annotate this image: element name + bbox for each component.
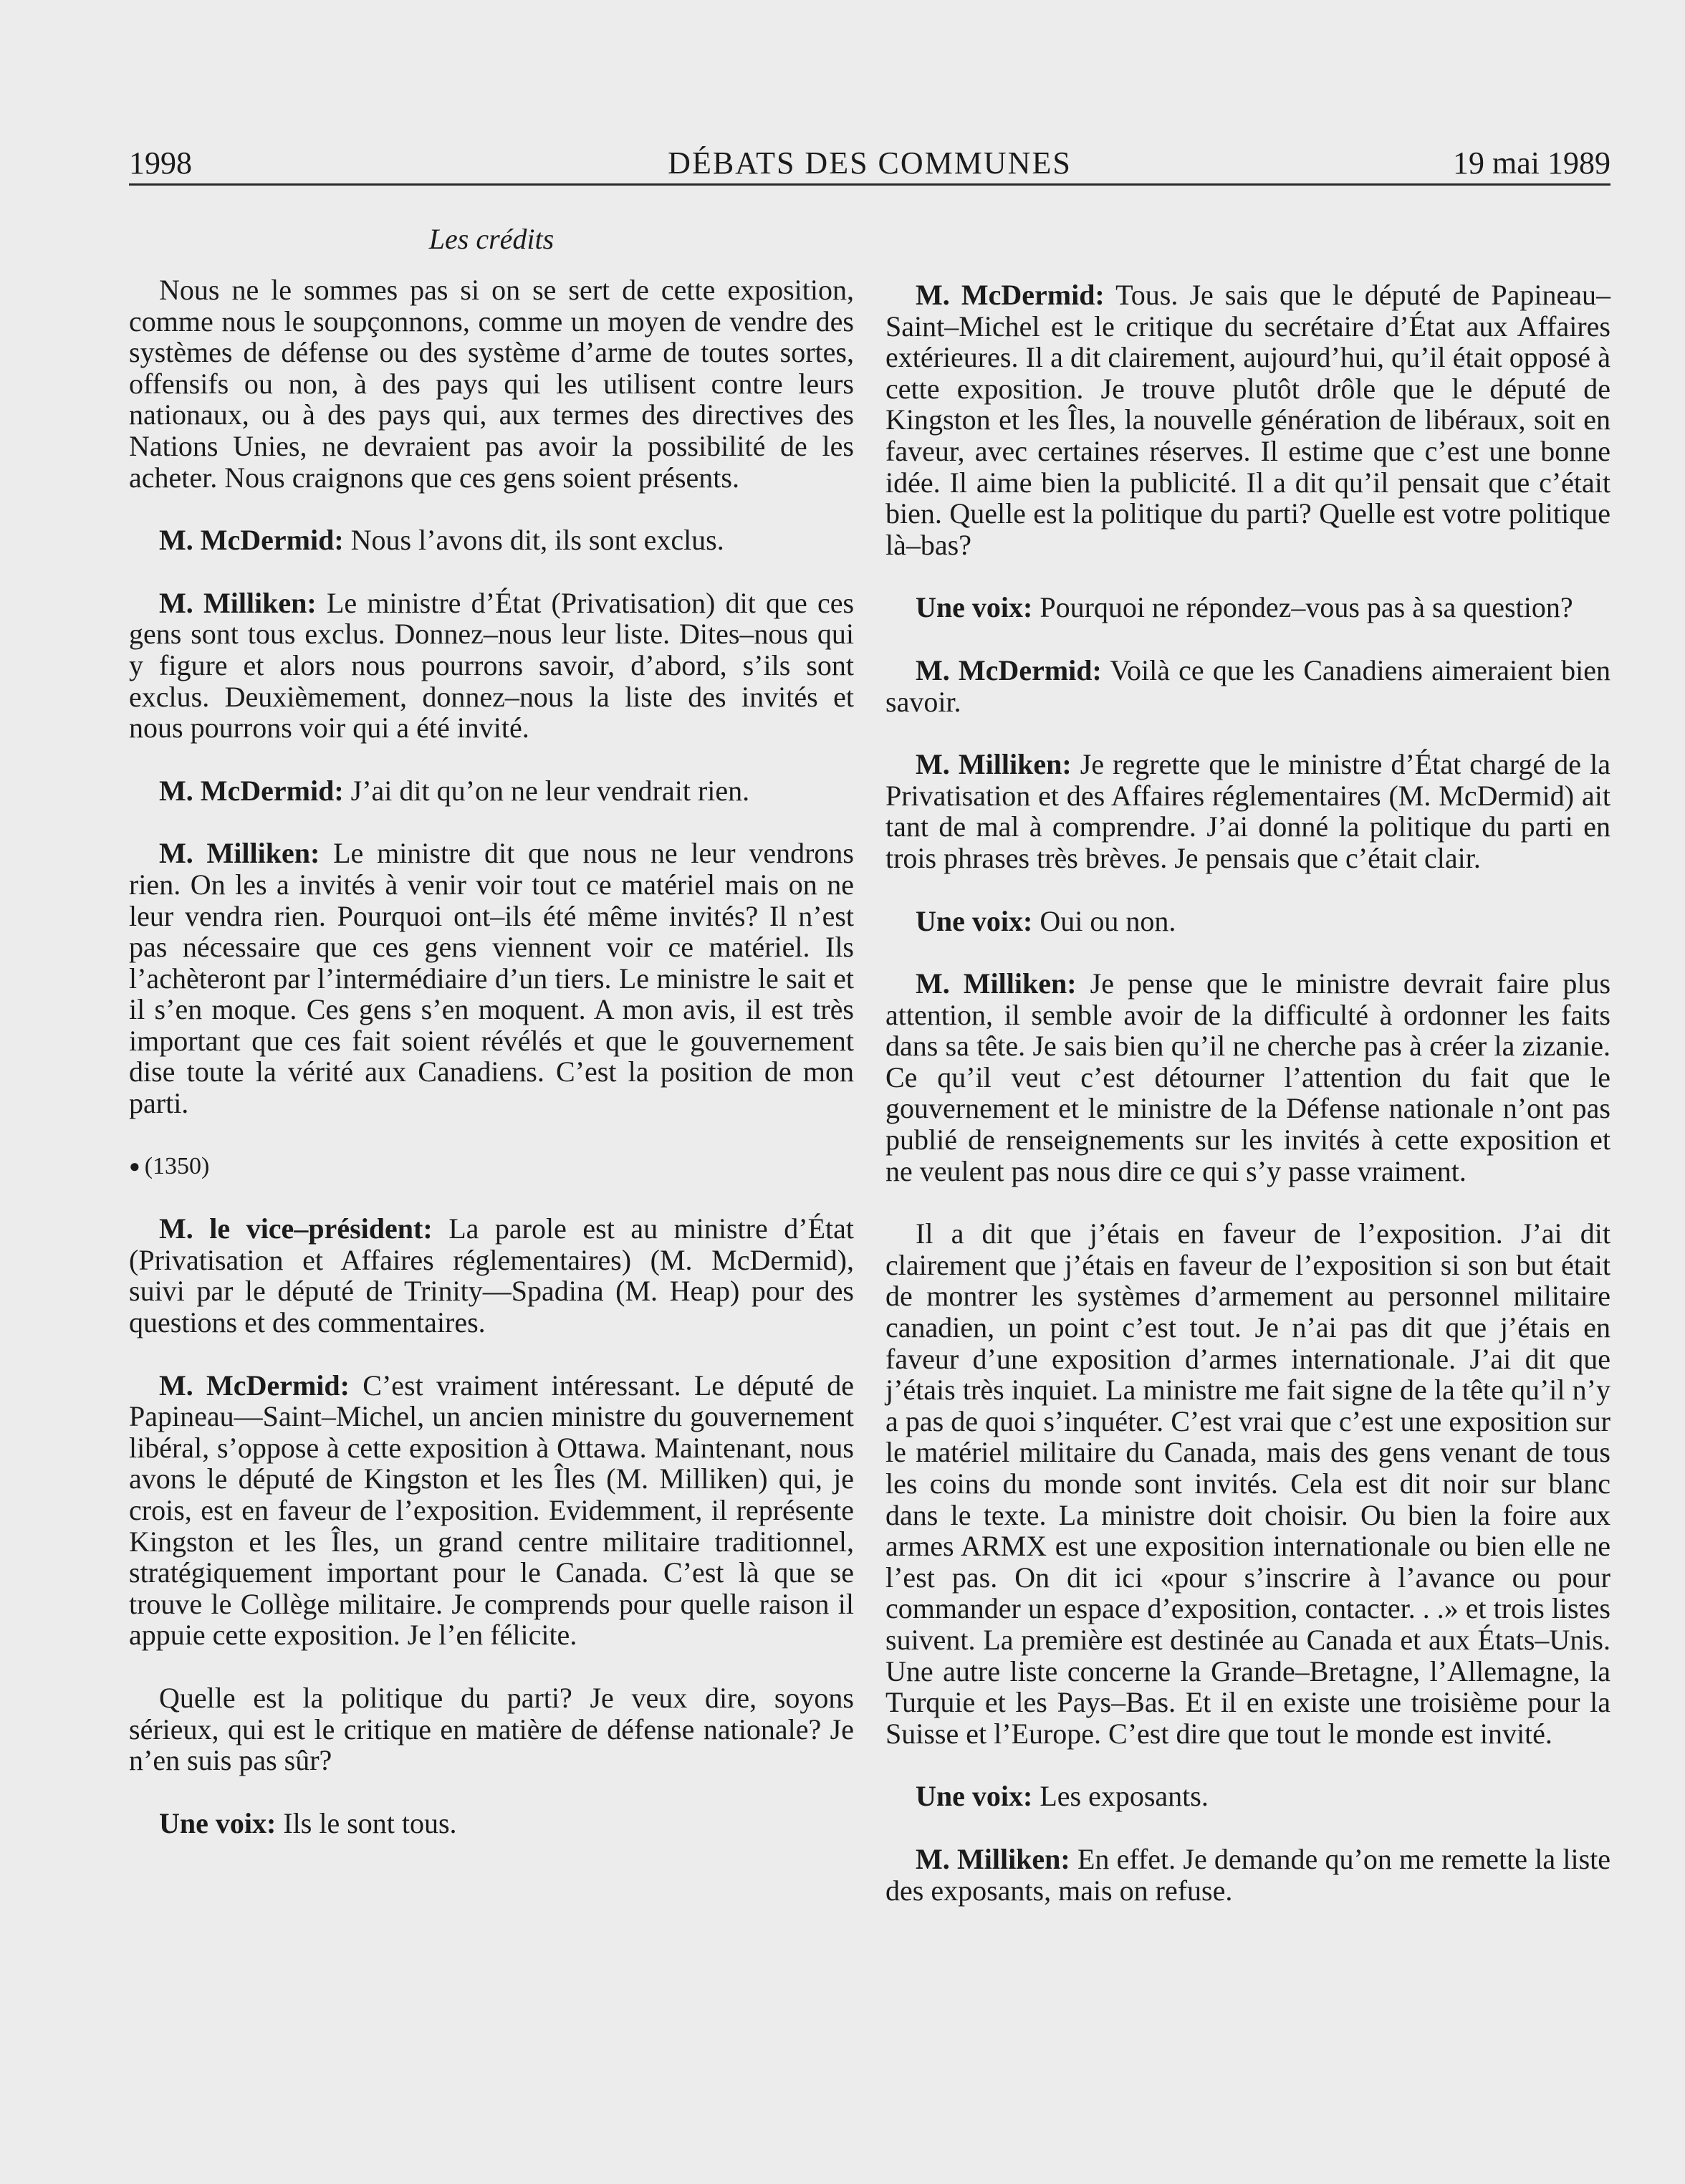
paragraph-text: La parole est au ministre d’État (Privatisation et Affaires réglementaires) (M. McDermid), suivi par le député de Trinity—Spadina (M. Heap) pour des questions et des commentaires. [129,1212,855,1339]
paragraph-text: Nous ne le sommes pas si on se sert de cette exposition, comme nous le soupçonnons, comme un moyen de vendre des systèmes de défense ou des système d’arme de toutes sortes, offensifs ou non, à des pays qui les utilisent contre leurs nationaux, ou à des pays qui, aux termes des directives des Nations Unies, ne devraient pas avoir la possibilité de les acheter. Nous craignons que ces gens soient présents. [129,274,854,494]
speaker-name: M. Milliken: [916,967,1077,1000]
page-number: 1998 [129,145,192,181]
paragraph-text: Le ministre dit que nous ne leur vendrons rien. On les a invités à venir voir tout ce matériel mais on ne leur vendra rien. Pourquoi ont–ils été même invités? Il n’est pas nécessaire que ces gens viennent voir ce matériel. Ils l’achèteront par l’intermédiaire d’un tiers. Le ministre le sait et il s’en moque. Ces gens s’en moquent. A mon avis, il est très important que ces fait soient révélés et que le gouvernement dise toute la vérité aux Canadiens. C’est la position de mon parti. [129,837,855,1120]
speaker-name: M. McDermid: [159,524,344,557]
speaker-name: Une voix: [916,904,1033,937]
speaker-name: Une voix: [916,591,1033,624]
paragraph-text: Le ministre d’État (Privatisation) dit que ces gens sont tous exclus. Donnez–nous leur liste. Dites–nous qui y figure et alors nous pourrons savoir, d’abord, s’ils sont exclus. Deuxièmement, donnez–nous la liste des invités et nous pourrons voir qui a été invité. [129,586,855,744]
speaker-name: M. Milliken: [159,586,317,619]
paragraph [885,968,1610,1187]
speaker-name: M. McDermid: [159,774,344,807]
left-column [129,274,854,1870]
speaker-name: M. McDermid: [916,279,1105,311]
page-header [129,143,1610,183]
paragraph [129,1213,854,1338]
paragraph-text: Il a dit que j’étais en faveur de l’exposition. J’ai dit clairement que j’étais en faveur de l’exposition si son but était de montrer les systèmes d’armement au personnel militaire canadien, un point c’est tout. Je n’ai pas dit que j’étais en faveur d’une exposition d’armes internationale. J’ai dit que j’étais très inquiet. La ministre me fait signe de la tête qu’il n’y a pas de quoi s’inquéter. C’est vrai que c’est une exposition sur le matériel militaire du Canada, mais des gens venant de tous les coins du monde sont invités. Cela est dit noir sur blanc dans le texte. La ministre doit choisir. Ou bien la foire aux armes ARMX est une exposition internationale ou bien elle ne l’est pas. On dit ici «pour s’inscrire à l’avance ou pour commander un espace d’exposition, contacter. . .» et trois listes suivent. La première est destinée au Canada et aux États–Unis. Une autre liste concerne la Grande–Bretagne, l’Allemagne, la Turquie et les Pays–Bas. Et il en existe une troisième pour la Suisse et l’Europe. C’est dire que tout le monde est invité. [885,1217,1610,1750]
speaker-name: M. McDermid: [159,1369,350,1402]
speaker-name: M. Milliken: [916,1842,1070,1875]
paragraph [129,588,854,744]
paragraph [885,655,1610,717]
page-date: 19 mai 1989 [1453,145,1610,181]
paragraph [885,906,1610,937]
paragraph [129,1370,854,1651]
paragraph-text: Tous. Je sais que le député de Papineau–Saint–Michel est le critique du secrétaire d’État aux Affaires extérieures. Il a dit clairement, aujourd’hui, qu’il était opposé à cette exposition. Je trouve plutôt drôle que le député de Kingston et les Îles, la nouvelle génération de libéraux, soit en faveur, avec certaines réserves. Il estime que c’est une bonne idée. Il aime bien la publicité. Il a dit qu’il pensait que c’était bien. Quelle est la politique du parti? Quelle est votre politique là–bas? [885,279,1611,561]
section-title: Les crédits [428,223,555,255]
paragraph-text: En effet. Je demande qu’on me remette la liste des exposants, mais on refuse. [885,1842,1610,1907]
paragraph [129,525,854,556]
paragraph-text: Les exposants. [1040,1780,1209,1813]
paragraph [885,592,1610,623]
time-marker [129,1151,854,1182]
paragraph [129,775,854,807]
speaker-name: Une voix: [159,1806,277,1839]
running-title: DÉBATS DES COMMUNES [668,145,1072,181]
paragraph-text: Ils le sont tous. [283,1806,457,1839]
paragraph [885,279,1610,560]
paragraph [129,1808,854,1839]
speaker-name: M. Milliken: [159,837,320,870]
speaker-name: M. McDermid: [916,653,1102,686]
time-marker-text: (1350) [144,1152,210,1179]
speaker-name: Une voix: [916,1780,1033,1813]
paragraph [885,1844,1610,1906]
bullet-icon: ● [129,1155,140,1177]
paragraph [885,1218,1610,1749]
paragraph [129,838,854,1119]
paragraph-text: J’ai dit qu’on ne leur vendrait rien. [350,774,750,807]
paragraph-text: Nous l’avons dit, ils sont exclus. [350,524,724,557]
paragraph [885,1781,1610,1812]
paragraph-text: Pourquoi ne répondez–vous pas à sa question? [1040,591,1573,624]
right-column [885,279,1610,1938]
paragraph-text: C’est vraiment intéressant. Le député de Papineau—Saint–Michel, un ancien ministre du gouvernement libéral, s’oppose à cette exposition à Ottawa. Maintenant, nous avons le député de Kingston et les Îles (M. Milliken) qui, je crois, est en faveur de l’exposition. Evidemment, il représente Kingston et les Îles, un grand centre militaire traditionnel, stratégiquement important pour le Canada. C’est là que se trouve le Collège militaire. Je comprends pour quelle raison il appuie cette exposition. Je l’en félicite. [129,1369,855,1652]
header-rule [129,183,1610,186]
paragraph-text: Quelle est la politique du parti? Je veux dire, soyons sérieux, qui est le critique en matière de défense nationale? Je n’en suis pas sûr? [129,1681,854,1777]
paragraph-text: Oui ou non. [1040,904,1176,937]
paragraph [129,274,854,493]
paragraph-text: Je pense que le ministre devrait faire plus attention, il semble avoir de la difficulté à ordonner les faits dans sa tête. Je sais bien qu’il ne cherche pas à créer la zizanie. Ce qu’il veut c’est détourner l’attention du fait que le gouvernement et le ministre de la Défense nationale n’ont pas publié de renseignements sur les invités à cette exposition et ne veulent pas nous dire ce qui s’y passe vraiment. [885,967,1611,1187]
speaker-name: M. Milliken: [916,748,1072,781]
paragraph [129,1682,854,1776]
paragraph [885,749,1610,873]
speaker-name: M. le vice–président: [159,1212,433,1245]
paragraph-text: Je regrette que le ministre d’État chargé de la Privatisation et des Affaires réglementaires (M. McDermid) ait tant de mal à comprendre. J’ai donné la politique du parti en trois phrases très brèves. Je pensais que c’était clair. [885,748,1610,874]
paragraph-text: Voilà ce que les Canadiens aimeraient bien savoir. [885,653,1610,718]
